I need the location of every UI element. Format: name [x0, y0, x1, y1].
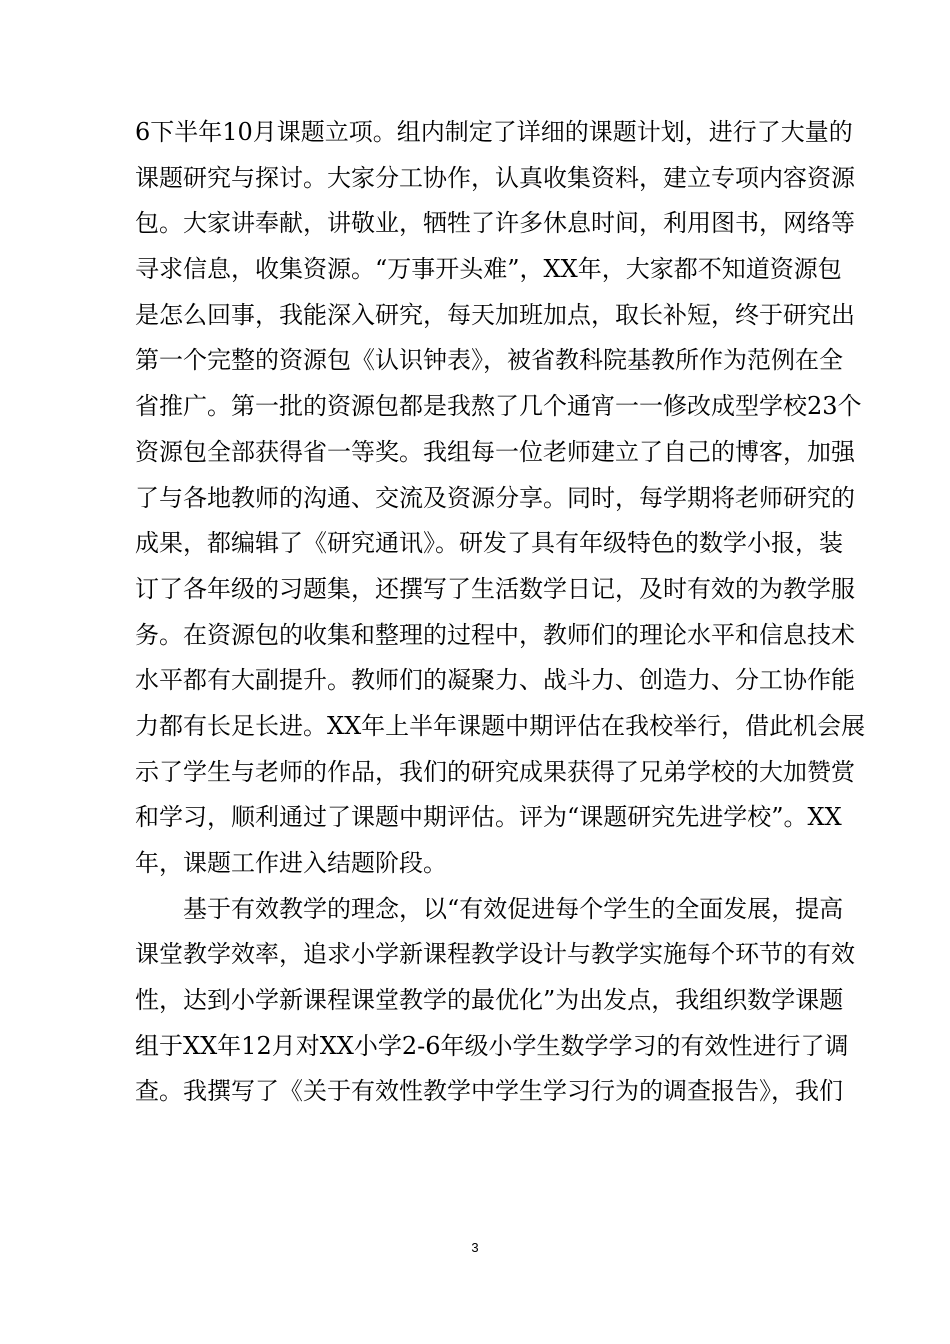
text-line: 资源包全部获得省一等奖。我组每一位老师建立了自己的博客，加强	[135, 437, 855, 466]
text-line: 组于XX年12月对XX小学2-6年级小学生数学学习的有效性进行了调	[135, 1031, 849, 1060]
page-number: 3	[471, 1240, 479, 1255]
text-line: 水平都有大副提升。教师们的凝聚力、战斗力、创造力、分工协作能	[135, 666, 855, 695]
text-line: 订了各年级的习题集，还撰写了生活数学日记，及时有效的为教学服	[135, 574, 855, 603]
text-line: 是怎么回事，我能深入研究，每天加班加点，取长补短，终于研究出	[135, 300, 855, 329]
text-line: 基于有效教学的理念，以“有效促进每个学生的全面发展，提高	[183, 894, 844, 923]
text-line: 包。大家讲奉献，讲敬业，牺牲了许多休息时间，利用图书，网络等	[135, 209, 855, 238]
text-line: 成果，都编辑了《研究通讯》。研发了具有年级特色的数学小报，装	[135, 529, 843, 558]
text-line: 省推广。第一批的资源包都是我熬了几个通宵一一修改成型学校23个	[135, 392, 862, 421]
text-line: 查。我撰写了《关于有效性教学中学生学习行为的调查报告》，我们	[135, 1077, 843, 1106]
text-line: 课堂教学效率，追求小学新课程教学设计与教学实施每个环节的有效	[135, 940, 855, 969]
text-line: 寻求信息，收集资源。“万事开头难”，XX年，大家都不知道资源包	[135, 255, 842, 284]
text-line: 年，课题工作进入结题阶段。	[135, 849, 447, 877]
text-line: 6下半年10月课题立项。组内制定了详细的课题计划，进行了大量的	[135, 118, 853, 146]
text-line: 示了学生与老师的作品，我们的研究成果获得了兄弟学校的大加赞赏	[135, 757, 855, 786]
text-line: 课题研究与探讨。大家分工协作，认真收集资料，建立专项内容资源	[135, 163, 855, 192]
text-line: 了与各地教师的沟通、交流及资源分享。同时，每学期将老师研究的	[135, 483, 855, 512]
text-line: 性，达到小学新课程课堂教学的最优化”为出发点，我组织数学课题	[135, 986, 844, 1015]
text-line: 力都有长足长进。XX年上半年课题中期评估在我校举行，借此机会展	[135, 711, 866, 740]
body-text	[135, 110, 866, 1115]
paragraph-2	[135, 887, 855, 1115]
text-line: 务。在资源包的收集和整理的过程中，教师们的理论水平和信息技术	[135, 620, 855, 649]
text-line: 第一个完整的资源包《认识钟表》，被省教科院基教所作为范例在全	[135, 346, 843, 375]
text-line: 和学习，顺利通过了课题中期评估。评为“课题研究先进学校”。XX	[135, 803, 842, 832]
paragraph-1	[135, 110, 866, 887]
